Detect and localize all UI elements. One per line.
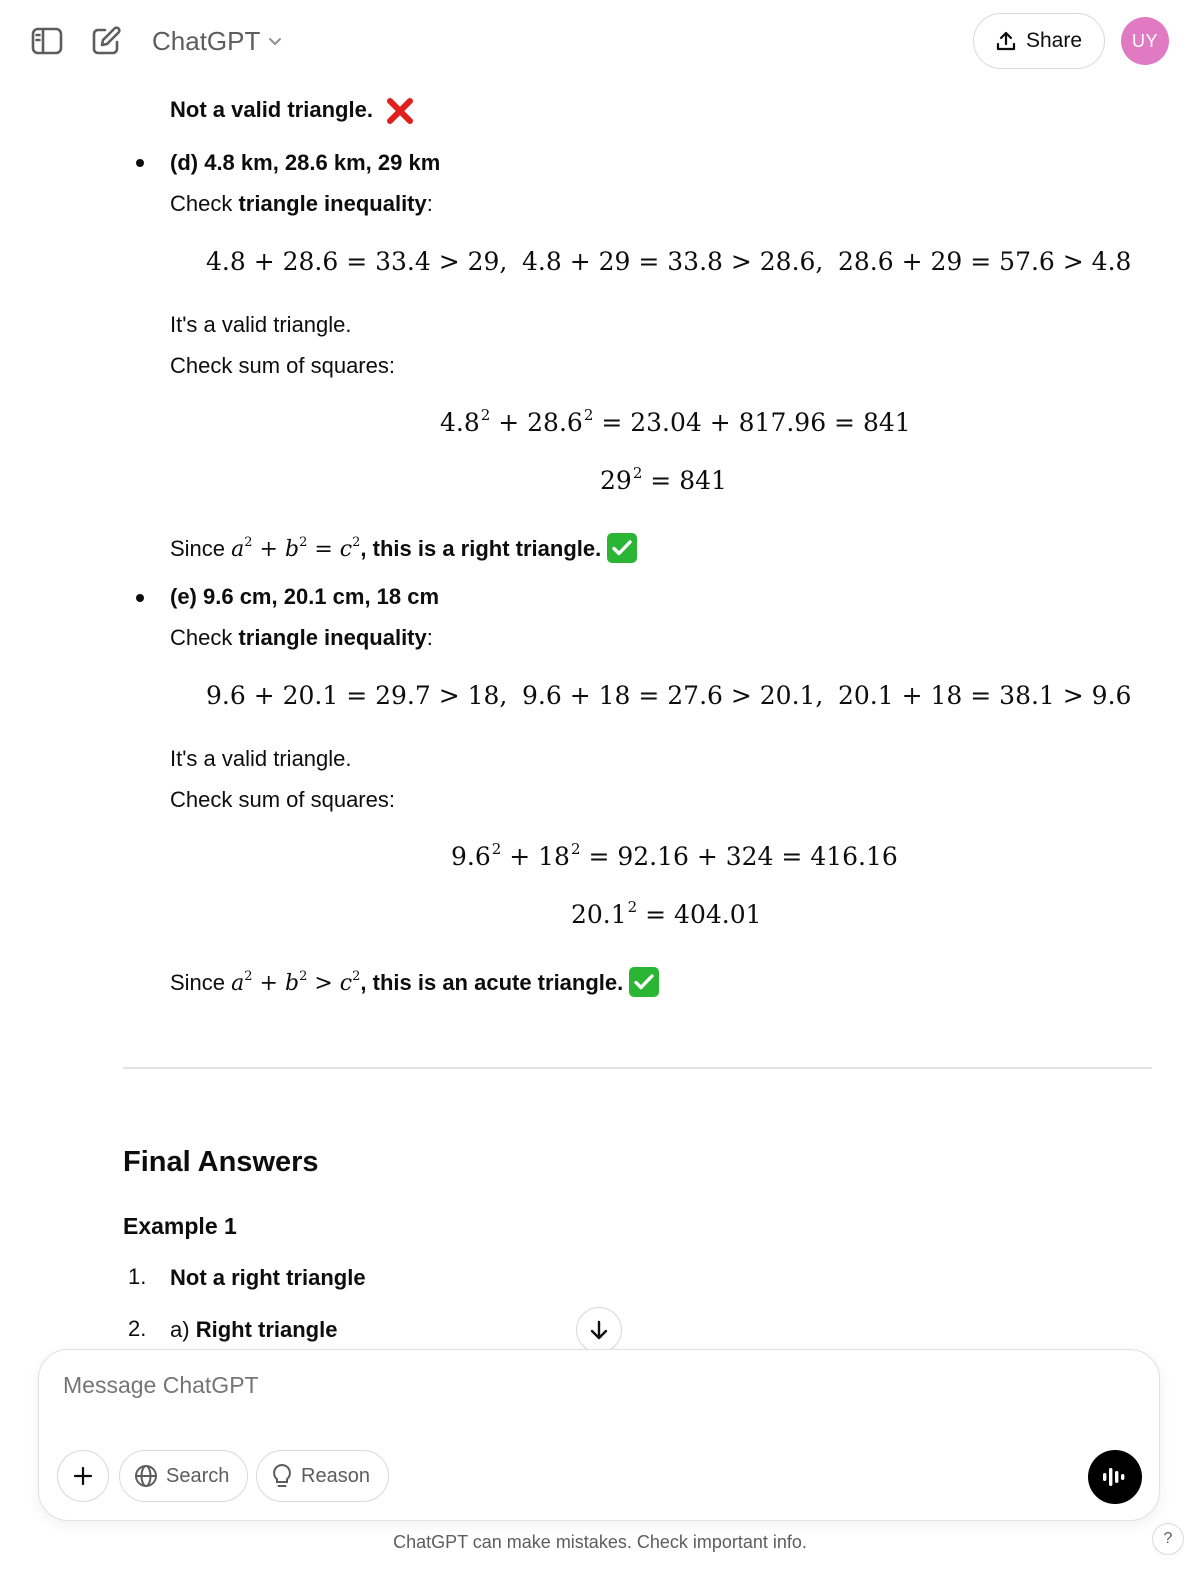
search-label: Search (166, 1464, 230, 1487)
part-e-squares-label: Check sum of squares: (170, 787, 395, 812)
bullet-e (136, 594, 144, 602)
part-d-conclusion: Since $a^2 + b^2 = c^2$, this is a right triangle. (170, 528, 637, 565)
compose-icon (90, 25, 122, 57)
composer (38, 1349, 1160, 1521)
part-e-inequality-2: 9.6 + 18 = 27.6 > 20.1, (522, 681, 824, 710)
answer-number: 2. (128, 1316, 147, 1341)
answer-item: a) Right triangle (170, 1317, 338, 1342)
sidebar-toggle-button[interactable] (30, 24, 64, 58)
divider (123, 1067, 1152, 1069)
part-e-inequality-1: 9.6 + 20.1 = 29.7 > 18, (206, 681, 508, 710)
part-e-conclusion: Since $a^2 + b^2 > c^2$, this is an acute triangle. (170, 962, 659, 999)
part-d-inequality-2: 4.8 + 29 = 33.8 > 28.6, (522, 247, 824, 276)
sidebar-icon (31, 27, 63, 55)
message-input[interactable] (63, 1372, 963, 1399)
part-e-check-inequality: Check triangle inequality: (170, 625, 433, 650)
part-e-inequality-3: 20.1 + 18 = 38.1 > 9.6 (838, 681, 1132, 710)
voice-mode-button[interactable] (1088, 1450, 1142, 1504)
share-label: Share (1025, 29, 1083, 52)
reason-button[interactable] (256, 1450, 389, 1502)
part-d-squares-sum: $4.8^2 + 28.6^2 = 23.04 + 817.96 = 841$ (440, 406, 911, 437)
part-e-hypotenuse-square: $20.1^2 = 404.01$ (571, 898, 762, 929)
scroll-to-bottom-button[interactable] (576, 1307, 622, 1353)
new-chat-button[interactable] (89, 24, 123, 58)
cross-mark-icon (385, 96, 415, 126)
part-e-title: (e) 9.6 cm, 20.1 cm, 18 cm (170, 584, 440, 609)
final-answers-heading: Final Answers (123, 1146, 319, 1178)
avatar-initials: UY (1131, 30, 1158, 51)
part-d-valid: It's a valid triangle. (170, 312, 352, 337)
bullet-d (136, 159, 144, 167)
globe-icon (134, 1464, 158, 1488)
disclaimer: ChatGPT can make mistakes. Check important info. (393, 1532, 807, 1552)
part-d-hypotenuse-square: $29^2 = 841$ (600, 464, 727, 495)
model-selector[interactable] (152, 24, 284, 58)
share-button[interactable] (973, 13, 1105, 69)
attach-button[interactable] (57, 1450, 109, 1502)
answer-number: 1. (128, 1264, 147, 1289)
chevron-down-icon (266, 32, 284, 50)
part-d-squares-label: Check sum of squares: (170, 353, 395, 378)
help-label: ? (1163, 1530, 1173, 1547)
part-e-valid: It's a valid triangle. (170, 746, 352, 771)
part-e-squares-sum: $9.6^2 + 18^2 = 92.16 + 324 = 416.16$ (451, 840, 898, 871)
part-d-inequality-3: 28.6 + 29 = 57.6 > 4.8 (838, 247, 1132, 276)
lightbulb-icon (271, 1463, 293, 1489)
reason-label: Reason (301, 1464, 370, 1487)
plus-icon (72, 1465, 94, 1487)
search-button[interactable] (119, 1450, 248, 1502)
answer-item: Not a right triangle (170, 1265, 366, 1290)
arrow-down-icon (588, 1319, 610, 1341)
example-heading: Example 1 (123, 1213, 237, 1239)
part-c-conclusion: Not a valid triangle. (170, 95, 415, 126)
top-bar (0, 0, 1200, 82)
part-d-check-inequality: Check triangle inequality: (170, 191, 433, 216)
check-mark-icon (607, 533, 637, 563)
check-mark-icon (629, 967, 659, 997)
voice-wave-icon (1101, 1464, 1129, 1490)
part-d-inequality-1: 4.8 + 28.6 = 33.4 > 29, (206, 247, 508, 276)
upload-icon (996, 30, 1016, 52)
help-button[interactable] (1152, 1523, 1184, 1555)
avatar[interactable] (1121, 17, 1169, 65)
model-name: ChatGPT (152, 25, 261, 56)
part-d-title: (d) 4.8 km, 28.6 km, 29 km (170, 150, 441, 175)
